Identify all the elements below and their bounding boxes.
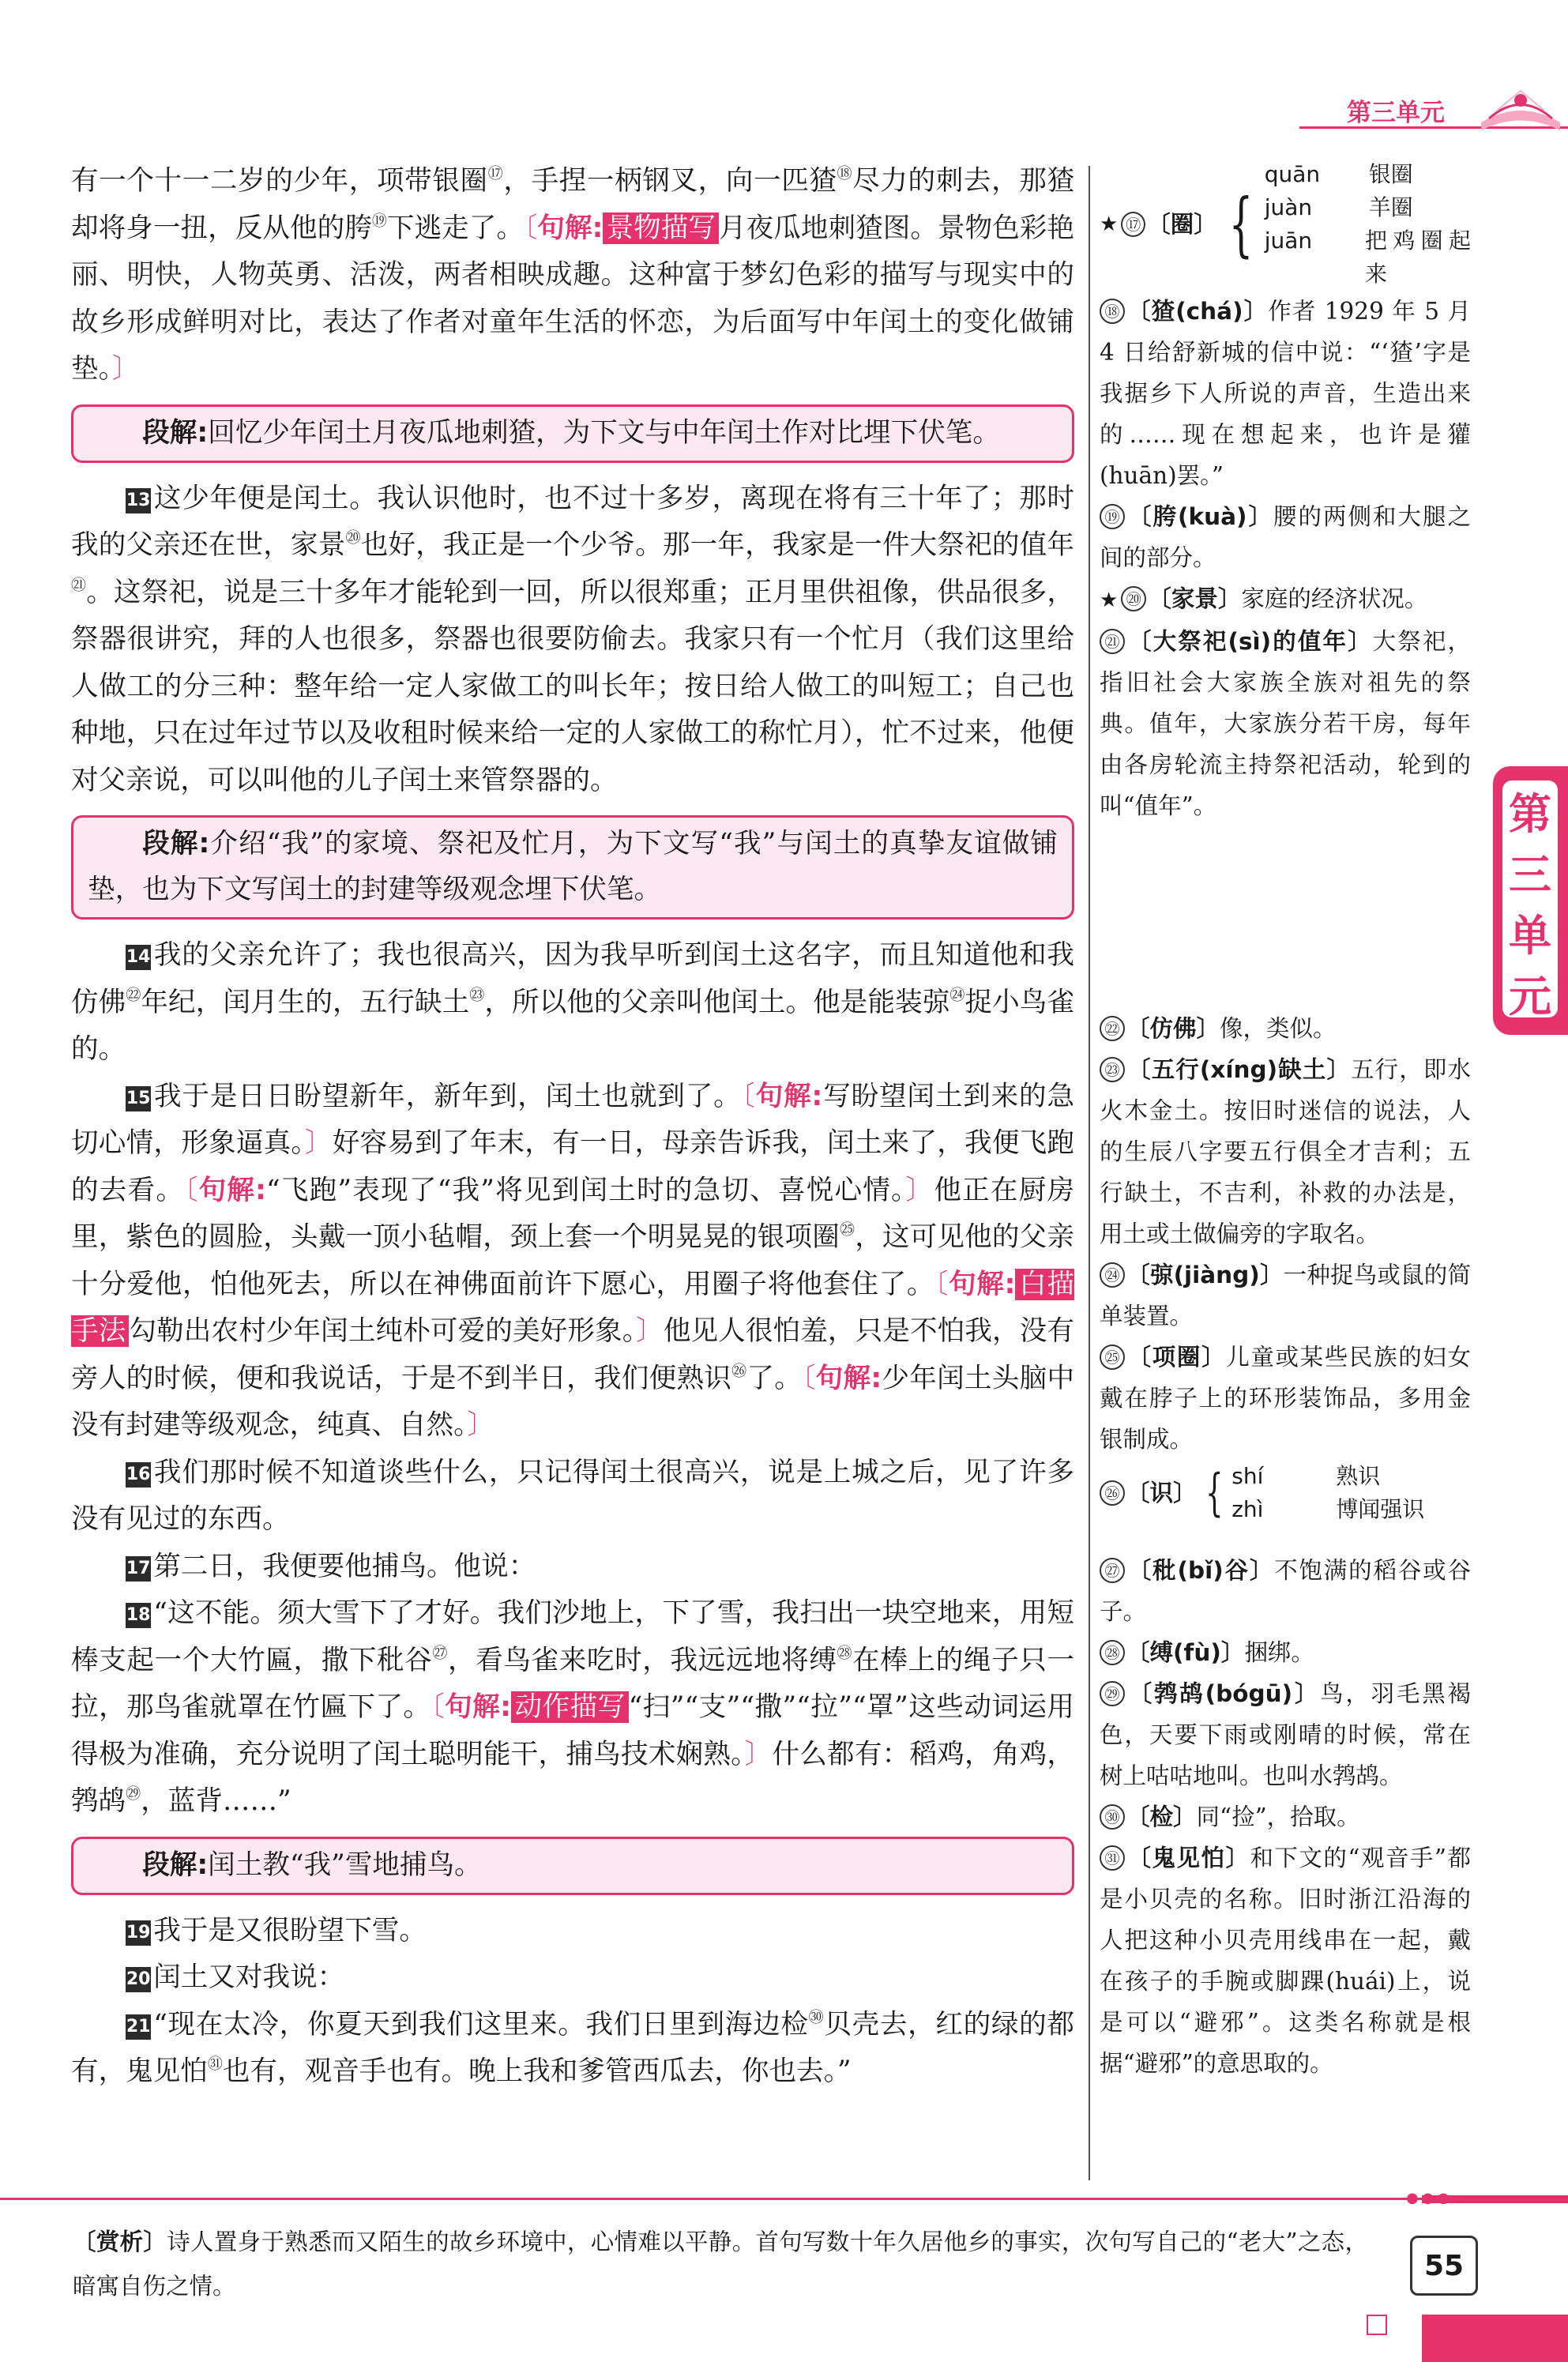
brace-icon: { [1205,1464,1224,1522]
note-28: ㉘ 〔缚(fù)〕捆绑。 [1100,1632,1471,1673]
book-decoration-icon [1473,83,1568,138]
appreciation-note: 〔赏析〕诗人置身于熟悉而又陌生的故乡环境中，心情难以平静。首句写数十年久居他乡的事实，次句写自己的“老大”之态，暗寓自伤之情。 [73,2228,1368,2300]
note-27: ㉗ 〔秕(bǐ)谷〕不饱满的稻谷或谷子。 [1100,1557,1471,1625]
footer-rule [0,2198,1568,2200]
paragraph-16: 16 我们那时候不知道谈些什么，只记得闰土很高兴，说是上城之后，见了许多没有见过的东西。 [71,1456,1074,1535]
annotation-tag: 动作描写 [511,1691,629,1723]
brace-icon: { [1228,183,1254,265]
star-icon: ★ [1100,213,1119,236]
annotation-tag: 白描手法 [71,1268,1074,1347]
note-23: ㉓ 〔五行(xíng)缺土〕五行，即水火木金土。按旧时迷信的说法，人的生辰八字要五行俱全才吉利；五行缺土，不吉利，补救的办法是，用土或土做偏旁的字取名。 [1100,1056,1471,1247]
paragraph-analysis-box: 段解:介绍“我”的家境、祭祀及忙月，为下文写“我”与闰土的真挚友谊做铺垫，也为下文写闰土的封建等级观念埋下伏笔。 [71,815,1074,920]
note-17: ★ ⑰ 〔圈〕 { quān 银圈 juàn 羊圈 juān 把鸡圈起来 [1100,161,1471,287]
page-number: 55 [1410,2236,1478,2296]
star-icon: ★ [1100,589,1119,612]
page-header [1236,83,1568,138]
paragraph-number: 21 [126,2014,151,2040]
note-21: ㉑ 〔大祭祀(sì)的值年〕大祭祀，指旧社会大家族全族对祖先的祭典。值年，大家族分若干房，每年由各房轮流主持祭祀活动，轮到的叫“值年”。 [1100,628,1471,819]
corner-square-icon [1367,2315,1387,2335]
paragraph-number: 18 [126,1603,151,1628]
paragraph-15: 15 我于是日日盼望新年，新年到，闰土也就到了。〔句解:写盼望闰土到来的急切心情，形象逼真。〕好容易到了年末，有一日，母亲告诉我，闰土来了，我便飞跑的去看。〔句解:“飞跑”表现了“我”将见到闰土时的急切、喜悦心情。〕他正在厨房里，紫色的圆脸，头戴一顶小毡帽，颈上套一个明晃晃的银项圈$^㉕$，这可见他的父亲十分爱他，怕他死去，所以在神佛面前许下愿心，用圈子将他套住了。〔句解: 白描手法 勾勒出农村少年闰土纯朴可爱的美好形象。〕他见人很怕羞，只是不怕我，没有旁人的时候，便和我说话，于是不到半日，我们便熟识$^㉖$了。〔句解:少年闰土头脑中没有封建等级观念，纯真、自然。〕 [71,1080,1075,1441]
note-30: ㉚ 〔检〕同“捡”，拾取。 [1100,1796,1471,1837]
note-18: ⑱ 〔猹(chá)〕作者 1929 年 5 月 4 日给舒新城的信中说：“‘猹’字是我据乡下人所说的声音，生造出来的……现在想起来，也许是獾(huān)罢。” [1100,298,1471,489]
note-31: ㉛ 〔鬼见怕〕和下文的“观音手”都是小贝壳的名称。旧时浙江沿海的人把这种小贝壳用线串在一起，戴在孩子的手腕或脚踝(huái)上，说是可以“避邪”。这类名称就是根据“避邪”的意思取的。 [1100,1845,1471,2077]
paragraph-number: 14 [126,945,151,970]
annotation-tag: 景物描写 [603,213,719,244]
corner-accent [1422,2315,1568,2362]
footer-dots-icon: ●●● [1406,2190,1453,2206]
note-20: ★ ⑳ 〔家景〕家庭的经济状况。 [1100,585,1428,612]
paragraph-number: 15 [126,1086,151,1111]
paragraph-number: 17 [126,1556,151,1582]
note-24: ㉔ 〔弶(jiàng)〕一种捉鸟或鼠的简单装置。 [1100,1262,1471,1330]
note-29: ㉙ 〔鹁鸪(bógū)〕鸟，羽毛黑褐色，天要下雨或刚晴的时候，常在树上咕咕地叫。也叫水鹁鸪。 [1100,1680,1471,1789]
paragraph-number: 16 [126,1462,151,1488]
paragraph-13: 13 这少年便是闰土。我认识他时，也不过十多岁，离现在将有三十年了；那时我的父亲还在世，家景⑳也好，我正是一个少爷。那一年，我家是一件大祭祀的值年$^㉑$。这祭祀，说是三十多年才能轮到一回，所以很郑重；正月里供祖像，供品很多，祭器很讲究，拜的人也很多，祭器也很要防偷去。我家只有一个忙月（我们这里给人做工的分三种：整年给一定人家做工的叫长年；按日给人做工的叫短工；自己也种地，只在过年过节以及收租时候来给一定的人家做工的称忙月），忙不过来，他便对父亲说，可以叫他的儿子闰土来管祭器的。 [71,482,1075,796]
paragraph-12: 有一个十一二岁的少年，项带银圈⑰，手捏一柄钢叉，向一匹猹⑱尽力的刺去，那猹却将身一扭，反从他的胯⑲下逃走了。〔句解: 景物描写 月夜瓜地刺猹图。景物色彩艳丽、明快，人物英勇、活泼，两者相映成趣。这种富于梦幻色彩的描写与现实中的故乡形成鲜明对比，表达了作者对童年生活的怀恋，为后面写中年闰土的变化做铺垫。〕 [71,164,1075,385]
paragraph-number: 20 [126,1967,151,1992]
paragraph-21: 21 “现在太冷，你夏天到我们这里来。我们日里到海边检$^㉚$贝壳去，红的绿的都有，鬼见怕$^㉛$也有，观音手也有。晚上我和爹管西瓜去，你也去。” [71,2008,1074,2087]
sentence-annotation: 〔句解: 景物描写 月夜瓜地刺猹图。景物色彩艳丽、明快，人物英勇、活泼，两者相映成趣。这种富于梦幻色彩的描写与现实中的故乡形成鲜明对比，表达了作者对童年生活的怀恋，为后面写中年闰土的变化做铺垫。〕 [71,212,1075,385]
note-25: ㉕ 〔项圈〕儿童或某些民族的妇女戴在脖子上的环形装饰品，多用金银制成。 [1100,1344,1471,1453]
paragraph-19: 19 我于是又很盼望下雪。 [126,1914,427,1946]
paragraph-number: 13 [126,488,151,513]
notes-column [1100,158,1471,2084]
paragraph-analysis-box: 段解:回忆少年闰土月夜瓜地刺猹，为下文与中年闰土作对比埋下伏笔。 [71,404,1074,463]
paragraph-18: 18 “这不能。须大雪下了才好。我们沙地上，下了雪，我扫出一块空地来，用短棒支起一个大竹匾，撒下秕谷$^㉗$，看鸟雀来吃时，我远远地将缚$^㉘$在棒上的绳子只一拉，那鸟雀就罩在竹匾下了。〔句解: 动作描写 “扫”“支”“撒”“拉”“罩”这些动词运用得极为准确，充分说明了闰土聪明能干，捕鸟技术娴熟。〕什么都有：稻鸡，角鸡，鹁鸪$^㉙$，蓝背……” [71,1597,1075,1817]
paragraph-analysis-box: 段解:闰土教“我”雪地捕鸟。 [71,1837,1074,1895]
paragraph-17: 17 第二日，我便要他捕鸟。他说： [126,1550,536,1582]
paragraph-number: 19 [126,1920,151,1946]
note-26: ㉖ 〔识〕 { shí 熟识 zhì 博闻强识 [1100,1460,1471,1526]
main-text [71,158,1074,2096]
paragraph-20: 20 闰土又对我说： [126,1961,345,1993]
note-19: ⑲ 〔胯(kuà)〕腰的两侧和大腿之间的部分。 [1100,503,1471,571]
note-22: ㉒ 〔仿佛〕像，类似。 [1100,1008,1471,1049]
column-divider [1089,166,1090,2180]
paragraph-14: 14 我的父亲允许了；我也很高兴，因为我早听到闰土这名字，而且知道他和我仿佛$^㉒$年纪，闰月生的，五行缺土$^㉓$，所以他的父亲叫他闰土。他是能装弶$^㉔$捉小鸟雀的。 [71,939,1075,1065]
unit-title: 第三单元 [1347,99,1445,127]
unit-side-tab: 第 三 单 元 [1493,766,1568,1035]
